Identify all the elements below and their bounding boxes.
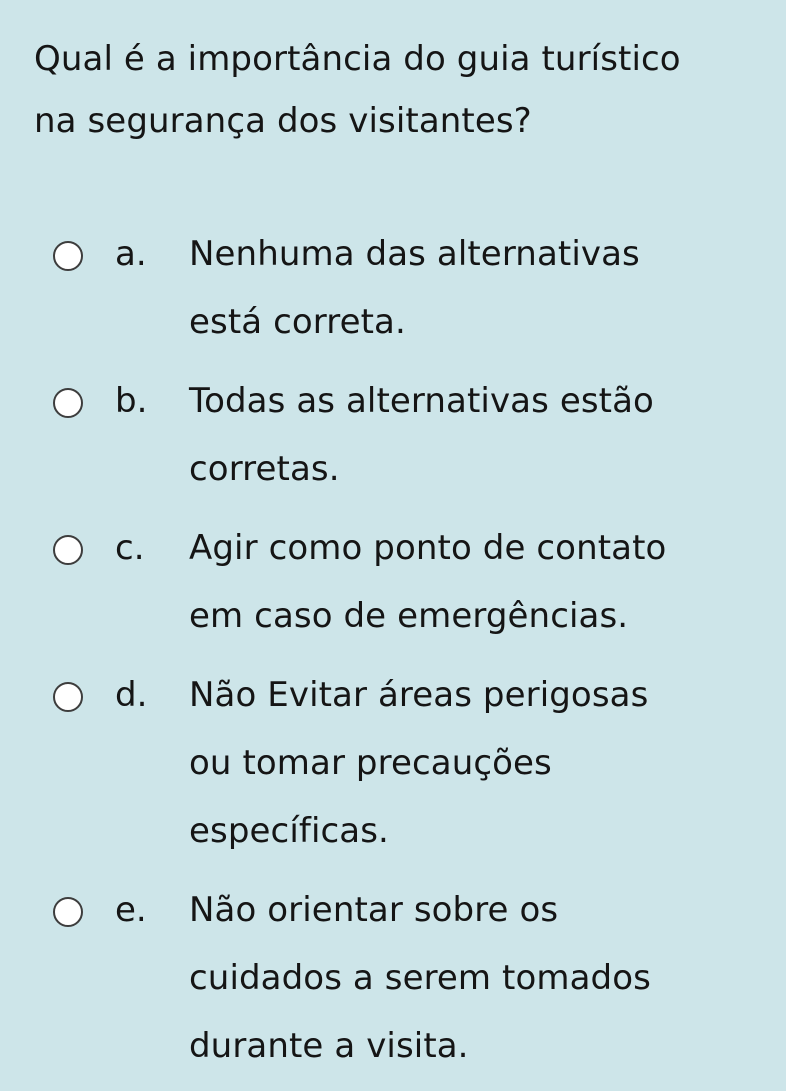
option-text-a[interactable] — [189, 220, 759, 356]
option-text-c[interactable] — [189, 514, 759, 650]
option-d-line-3: específicas. — [189, 811, 389, 851]
option-c-line-2: em caso de emergências. — [189, 596, 629, 636]
option-c-line-1: Agir como ponto de contato — [189, 528, 667, 568]
radio-button-b[interactable] — [53, 388, 83, 418]
radio-button-d[interactable] — [53, 682, 83, 712]
radio-button-e[interactable] — [53, 897, 83, 927]
option-b-line-2: corretas. — [189, 449, 340, 489]
option-d[interactable] — [0, 661, 786, 865]
option-d-line-1: Não Evitar áreas perigosas — [189, 675, 649, 715]
option-letter-b: b. — [115, 381, 148, 421]
option-c[interactable] — [0, 514, 786, 650]
question-line-1: Qual é a importância do guia turístico — [34, 39, 681, 79]
answer-options-list — [0, 220, 786, 1091]
option-letter-d: d. — [115, 675, 148, 715]
option-b[interactable] — [0, 367, 786, 503]
option-b-line-1: Todas as alternativas estão — [189, 381, 654, 421]
option-d-line-2: ou tomar precauções — [189, 743, 552, 783]
option-a-line-2: está correta. — [189, 302, 406, 342]
option-letter-a: a. — [115, 234, 147, 274]
question-line-2: na segurança dos visitantes? — [34, 101, 532, 141]
option-text-b[interactable] — [189, 367, 759, 503]
option-e-line-1: Não orientar sobre os — [189, 890, 559, 930]
option-letter-e: e. — [115, 890, 147, 930]
option-e[interactable] — [0, 876, 786, 1080]
option-text-d[interactable] — [189, 661, 759, 865]
radio-button-c[interactable] — [53, 535, 83, 565]
question-text — [34, 28, 779, 152]
option-a-line-1: Nenhuma das alternativas — [189, 234, 640, 274]
option-text-e[interactable] — [189, 876, 759, 1080]
option-a[interactable] — [0, 220, 786, 356]
option-e-line-3: durante a visita. — [189, 1026, 469, 1066]
option-letter-c: c. — [115, 528, 145, 568]
option-e-line-2: cuidados a serem tomados — [189, 958, 651, 998]
radio-button-a[interactable] — [53, 241, 83, 271]
